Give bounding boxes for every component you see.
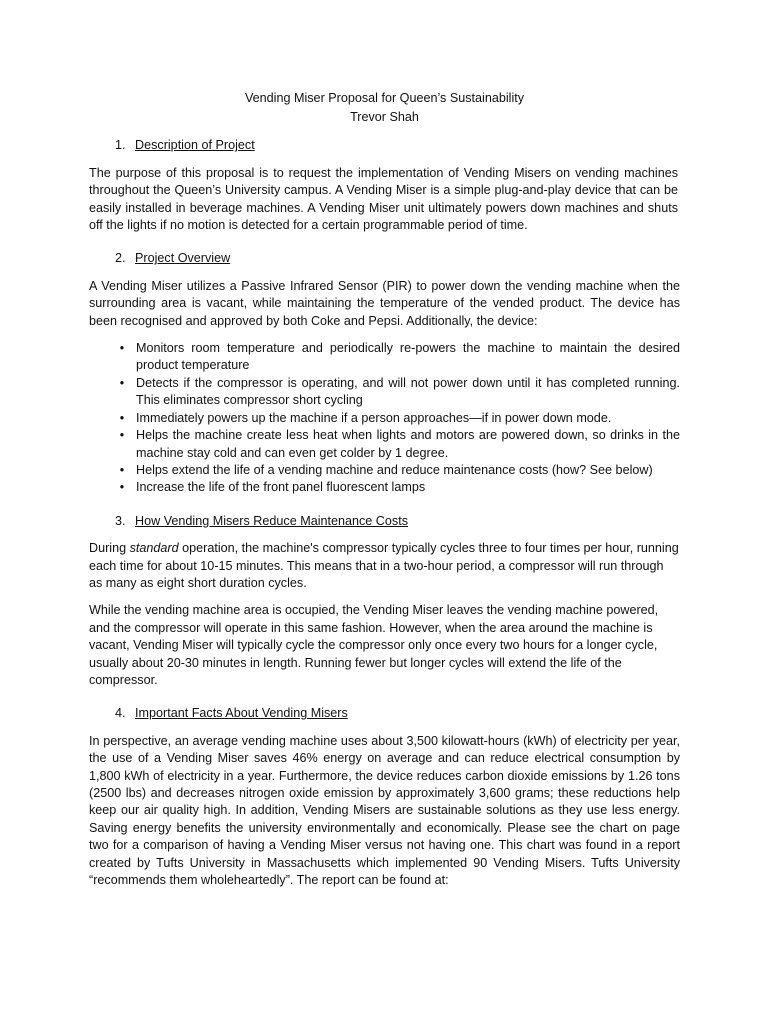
list-item: • Helps the machine create less heat when lights and motors are powered down, so drinks in the machine stay cold and can even get colder by 1 degree. xyxy=(89,427,680,462)
section-heading-2 xyxy=(89,250,680,267)
section-heading-3 xyxy=(89,513,680,530)
bullet-icon: • xyxy=(119,410,125,425)
section-heading-4 xyxy=(89,705,680,722)
list-item: • Immediately powers up the machine if a person approaches—if in power down mode. xyxy=(89,410,680,427)
emphasis-text: standard xyxy=(129,541,179,556)
list-item: • Helps extend the life of a vending machine and reduce maintenance costs (how? See below) xyxy=(89,462,680,479)
section-3-paragraph-2: While the vending machine area is occupied, the Vending Miser leaves the vending machine powered, and the compressor will operate in this same fashion. However, when the area around the machine is vacant, Vending Miser will typically cycle the compressor only once every two hours for a longer cycle, usually about 20-30 minutes in length. Running fewer but longer cycles will extend the life of the compressor. xyxy=(89,603,659,687)
bullet-icon: • xyxy=(119,341,125,356)
section-number: 2. xyxy=(115,251,126,266)
section-title: How Vending Misers Reduce Maintenance Costs xyxy=(135,513,409,528)
section-number: 4. xyxy=(115,706,126,721)
bullet-icon: • xyxy=(119,375,125,390)
bullet-icon: • xyxy=(119,462,125,477)
list-item: • Increase the life of the front panel fluorescent lamps xyxy=(89,479,680,496)
bullet-icon: • xyxy=(119,428,125,443)
section-heading-1 xyxy=(89,137,680,154)
section-title: Important Facts About Vending Misers xyxy=(135,706,348,721)
list-item: • Monitors room temperature and periodically re-powers the machine to maintain the desired product temperature xyxy=(89,340,680,375)
document-author: Trevor Shah xyxy=(350,110,419,125)
section-1-paragraph: The purpose of this proposal is to request the implementation of Vending Misers on vending machines throughout the Queen’s University campus. A Vending Miser is a simple plug-and-play device that can be easily installed in beverage machines. A Vending Miser unit ultimately powers down machines and shuts off the lights if no motion is detected for a certain programmable period of time. xyxy=(89,165,678,233)
section-number: 3. xyxy=(115,513,126,528)
bullet-icon: • xyxy=(119,480,125,495)
section-number: 1. xyxy=(115,138,126,153)
section-title: Description of Project xyxy=(135,138,255,153)
section-2-paragraph: A Vending Miser utilizes a Passive Infrared Sensor (PIR) to power down the vending machine when the surrounding area is vacant, while maintaining the temperature of the vended product. The device has been recognised and approved by both Coke and Pepsi. Additionally, the device: xyxy=(89,278,680,328)
document-title: Vending Miser Proposal for Queen’s Sustainability xyxy=(244,91,525,105)
list-item: • Detects if the compressor is operating, and will not power down until it has completed running. This eliminates compressor short cycling xyxy=(89,375,680,410)
section-4-paragraph: In perspective, an average vending machine uses about 3,500 kilowatt-hours (kWh) of electricity per year, the use of a Vending Miser saves 46% energy on average and can reduce electrical consumption by 1,800 kWh of electricity in a year. Furthermore, the device reduces carbon dioxide emissions by 1.26 tons (2500 lbs) and decreases nitrogen oxide emission by approximately 3,600 grams; these reductions help keep our air quality high. In addition, Vending Misers are sustainable solutions as they use less energy. Saving energy benefits the university environmentally and economically. Please see the chart on page two for a comparison of having a Vending Miser versus not having one. This chart was found in a report created by Tufts University in Massachusetts which implemented 90 Vending Misers. Tufts University “recommends them wholeheartedly”. The report can be found at: xyxy=(89,733,680,888)
section-title: Project Overview xyxy=(135,251,231,266)
feature-list xyxy=(89,340,680,497)
section-3-paragraph-1: During standard operation, the machine's compressor typically cycles three to four times per hour, running each time for about 10-15 minutes. This means that in a two-hour period, a compressor will run through as many as eight short duration cycles. xyxy=(89,541,679,590)
